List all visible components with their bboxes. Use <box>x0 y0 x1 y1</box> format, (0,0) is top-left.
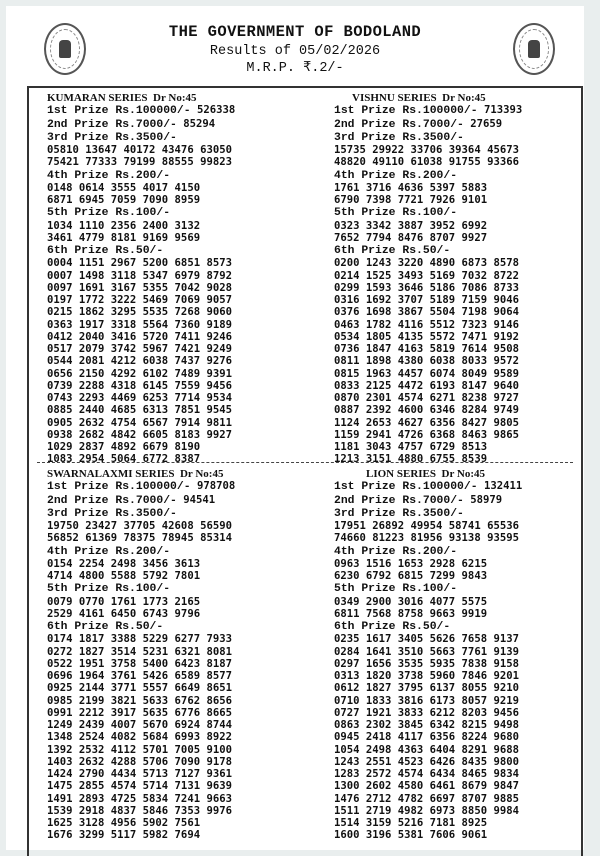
prize-label: 1st Prize Rs.100000/- <box>334 105 478 118</box>
winning-number: 94541 <box>183 493 216 506</box>
third-prize-numbers-row: 48820 49110 61038 91755 93366 <box>334 156 519 169</box>
third-prize-numbers-row: 74660 81223 81956 93138 93595 <box>334 532 519 545</box>
sixth-prize-numbers-row: 1029 2837 4892 6679 8190 <box>47 441 201 453</box>
sixth-prize-numbers-row: 0612 1827 3795 6137 8055 9210 <box>334 682 519 695</box>
sixth-prize-numbers-row: 1181 3043 4757 6729 8513 <box>334 441 488 453</box>
sixth-prize-heading <box>47 620 317 633</box>
sixth-prize-numbers-row: 1159 2941 4726 6368 8463 9865 <box>334 428 519 441</box>
prize-label: 1st Prize Rs.100000/- <box>334 481 478 494</box>
draw-number: Dr No:45 <box>441 468 485 480</box>
series-name: KUMARAN SERIES <box>47 92 148 104</box>
sixth-prize-numbers-row: 1243 2551 4523 6426 8435 9800 <box>334 755 519 768</box>
series-heading <box>334 468 600 480</box>
sixth-prize-numbers-row: 1476 2712 4782 6697 8707 9885 <box>334 792 519 805</box>
sixth-prize-numbers-row: 1392 2532 4112 5701 7005 9100 <box>47 743 232 756</box>
sixth-prize-numbers-row: 0870 2301 4574 6271 8238 9727 <box>334 392 519 404</box>
fifth-prize-numbers-row: 7652 7794 8476 8707 9927 <box>334 231 488 244</box>
sixth-prize-numbers-row: 0200 1243 3220 4890 6873 8578 <box>334 257 519 270</box>
sixth-prize-numbers-row: 1676 3299 5117 5982 7694 <box>47 829 201 842</box>
fifth-prize-numbers-row: 1034 1110 2356 2400 3132 <box>47 219 201 232</box>
draw-number: Dr No:45 <box>442 92 486 104</box>
sixth-prize-numbers-row: 1348 2524 4082 5684 6993 8922 <box>47 731 232 744</box>
sixth-prize-numbers-row: 0811 1898 4380 6038 8033 9572 <box>334 355 519 368</box>
prize-label: 1st Prize Rs.100000/- <box>47 481 191 494</box>
winning-number: 27659 <box>470 117 503 130</box>
sixth-prize-numbers-row: 0938 2682 4842 6605 8183 9927 <box>47 428 232 441</box>
second-prize <box>334 118 600 131</box>
fifth-prize-heading <box>334 206 600 219</box>
winning-number: 85294 <box>183 117 216 130</box>
sixth-prize-heading <box>334 620 600 633</box>
sixth-prize-numbers-row: 0174 1817 3388 5229 6277 7933 <box>47 633 232 646</box>
prize-label: 3rd Prize Rs.3500/- <box>47 507 177 520</box>
sixth-prize-numbers-row: 0534 1805 4135 5572 7471 9192 <box>334 330 519 343</box>
draw-number: Dr No:45 <box>179 468 224 480</box>
sixth-prize-numbers-row: 1300 2602 4580 6461 8679 9847 <box>334 780 519 793</box>
prize-label: 3rd Prize Rs.3500/- <box>334 131 464 144</box>
series-swarnalaxmi <box>47 468 317 842</box>
sixth-prize-numbers-row: 0316 1692 3707 5189 7159 9046 <box>334 294 519 306</box>
series-lion <box>334 468 600 842</box>
sixth-prize-numbers-row: 1124 2653 4627 6356 8427 9805 <box>334 416 519 429</box>
sixth-prize-numbers-row: 0863 2302 3845 6342 8215 9498 <box>334 719 519 731</box>
fourth-prize-heading <box>47 545 317 558</box>
fourth-prize-numbers-row: 0154 2254 2498 3456 3613 <box>47 557 201 570</box>
sixth-prize-numbers-row: 0284 1641 3510 5663 7761 9139 <box>334 645 519 658</box>
third-prize-numbers-row: 56852 61369 78375 78945 85314 <box>47 532 232 545</box>
second-prize <box>334 494 600 507</box>
prize-label: 4th Prize Rs.200/- <box>334 169 458 182</box>
sixth-prize-numbers-row: 0991 2212 3917 5635 6776 8665 <box>47 706 232 719</box>
prize-label: 6th Prize Rs.50/- <box>334 245 451 257</box>
series-name: SWARNALAXMI SERIES <box>47 468 175 480</box>
series-vishnu <box>334 92 600 466</box>
sixth-prize-numbers-row: 0727 1921 3833 6212 8203 9456 <box>334 706 519 719</box>
sixth-prize-numbers-row: 0656 2150 4292 6102 7489 9391 <box>47 367 232 380</box>
sixth-prize-numbers-row: 0743 2293 4469 6253 7714 9534 <box>47 392 232 404</box>
results-box <box>27 86 583 856</box>
fifth-prize-numbers-row: 2529 4161 6450 6743 9796 <box>47 607 201 620</box>
first-prize <box>334 480 600 493</box>
sixth-prize-numbers-row: 0517 2079 3742 5967 7421 9249 <box>47 343 232 355</box>
prize-label: 2nd Prize Rs.7000/- <box>334 118 464 131</box>
results-page <box>6 6 584 850</box>
sixth-prize-numbers-row: 0097 1691 3167 5355 7042 9028 <box>47 281 232 294</box>
third-prize-numbers-row: 05810 13647 40172 43476 63050 <box>47 144 232 156</box>
page-header <box>6 6 584 88</box>
prize-label: 1st Prize Rs.100000/- <box>47 105 191 118</box>
fourth-prize-numbers-row: 6790 7398 7721 7926 9101 <box>334 194 488 206</box>
series-kumaran <box>47 92 317 466</box>
third-prize-heading <box>47 131 317 144</box>
prize-label: 4th Prize Rs.200/- <box>334 545 458 558</box>
sixth-prize-numbers-row: 0710 1833 3816 6173 8057 9219 <box>334 694 519 707</box>
third-prize-numbers-row: 75421 77333 79199 88555 99823 <box>47 156 232 169</box>
winning-number: 526338 <box>196 104 236 117</box>
draw-number: Dr No:45 <box>153 92 197 104</box>
sixth-prize-numbers-row: 1283 2572 4574 6434 8465 9834 <box>334 768 519 780</box>
fourth-prize-heading <box>47 169 317 182</box>
prize-label: 2nd Prize Rs.7000/- <box>334 494 464 507</box>
sixth-prize-heading <box>334 244 600 257</box>
page-title: THE GOVERNMENT OF BODOLAND <box>168 23 422 41</box>
prize-label: 2nd Prize Rs.7000/- <box>47 118 177 131</box>
sixth-prize-numbers-row: 0004 1151 2967 5200 6851 8573 <box>47 257 232 270</box>
sixth-prize-numbers-row: 0297 1656 3535 5935 7838 9158 <box>334 657 519 670</box>
prize-label: 5th Prize Rs.100/- <box>334 207 458 220</box>
third-prize-numbers-row: 19750 23427 37705 42608 56590 <box>47 520 232 532</box>
sixth-prize-numbers-row: 1213 3151 4880 6755 8539 <box>334 453 488 466</box>
sixth-prize-numbers-row: 0544 2081 4212 6038 7437 9276 <box>47 355 232 368</box>
fourth-prize-heading <box>334 545 600 558</box>
sixth-prize-numbers-row: 1424 2790 4434 5713 7127 9361 <box>47 768 232 780</box>
sixth-prize-numbers-row: 0885 2440 4685 6313 7851 9545 <box>47 404 232 417</box>
prize-label: 6th Prize Rs.50/- <box>47 245 164 257</box>
fourth-prize-numbers-row: 0148 0614 3555 4017 4150 <box>47 181 201 194</box>
fifth-prize-numbers-row: 0079 0770 1761 1773 2165 <box>47 595 201 608</box>
fourth-prize-numbers-row: 1761 3716 4636 5397 5883 <box>334 181 488 194</box>
sixth-prize-numbers-row: 1625 3128 4956 5902 7561 <box>47 817 201 829</box>
fourth-prize-numbers-row: 4714 4800 5588 5792 7801 <box>47 570 201 582</box>
series-heading <box>47 468 317 480</box>
sixth-prize-numbers-row: 0299 1593 3646 5186 7086 8733 <box>334 281 519 294</box>
sixth-prize-numbers-row: 1249 2439 4007 5670 6924 8744 <box>47 719 232 731</box>
fifth-prize-heading <box>47 582 317 595</box>
sixth-prize-numbers-row: 1083 2954 5064 6772 8387 <box>47 453 201 466</box>
series-name: VISHNU SERIES <box>352 92 437 104</box>
second-prize <box>47 118 317 131</box>
fifth-prize-numbers-row: 6811 7568 8758 9663 9919 <box>334 607 488 620</box>
sixth-prize-numbers-row: 0463 1782 4116 5512 7323 9146 <box>334 318 519 331</box>
sixth-prize-numbers-row: 0833 2125 4472 6193 8147 9640 <box>334 379 519 392</box>
fourth-prize-numbers-row: 6871 6945 7059 7090 8959 <box>47 194 201 206</box>
sixth-prize-numbers-row: 0313 1820 3738 5960 7846 9201 <box>334 670 519 682</box>
fifth-prize-numbers-row: 0323 3342 3887 3952 6992 <box>334 219 488 232</box>
winning-number: 58979 <box>470 493 503 506</box>
prize-label: 4th Prize Rs.200/- <box>47 545 171 558</box>
sixth-prize-numbers-row: 1514 3159 5216 7181 8925 <box>334 817 488 829</box>
fourth-prize-heading <box>334 169 600 182</box>
prize-label: 3rd Prize Rs.3500/- <box>334 507 464 520</box>
series-name: LION SERIES <box>366 468 437 480</box>
sixth-prize-numbers-row: 0272 1827 3514 5231 6321 8081 <box>47 645 232 658</box>
prize-label: 2nd Prize Rs.7000/- <box>47 494 177 507</box>
fifth-prize-numbers-row: 0349 2900 3016 4077 5575 <box>334 595 488 608</box>
first-prize <box>334 104 600 117</box>
sixth-prize-numbers-row: 0945 2418 4117 6356 8224 9680 <box>334 731 519 744</box>
third-prize-numbers-row: 17951 26892 49954 58741 65536 <box>334 520 519 532</box>
sixth-prize-numbers-row: 0235 1617 3405 5626 7658 9137 <box>334 633 519 646</box>
sixth-prize-heading <box>47 244 317 257</box>
prize-label: 5th Prize Rs.100/- <box>47 583 171 596</box>
prize-label: 6th Prize Rs.50/- <box>47 621 164 633</box>
prize-label: 6th Prize Rs.50/- <box>334 621 451 633</box>
prize-label: 3rd Prize Rs.3500/- <box>47 131 177 144</box>
sixth-prize-numbers-row: 1054 2498 4363 6404 8291 9688 <box>334 743 519 756</box>
sixth-prize-numbers-row: 1539 2918 4837 5846 7353 9976 <box>47 804 232 817</box>
fifth-prize-heading <box>334 582 600 595</box>
sixth-prize-numbers-row: 0985 2199 3821 5633 6762 8656 <box>47 694 232 707</box>
third-prize-heading <box>334 507 600 520</box>
third-prize-heading <box>334 131 600 144</box>
sixth-prize-numbers-row: 0887 2392 4600 6346 8284 9749 <box>334 404 519 417</box>
sixth-prize-numbers-row: 0696 1964 3761 5426 6589 8577 <box>47 670 232 682</box>
fourth-prize-numbers-row: 0963 1516 1653 2928 6215 <box>334 557 488 570</box>
results-date: Results of 05/02/2026 <box>209 44 381 59</box>
fifth-prize-heading <box>47 206 317 219</box>
sixth-prize-numbers-row: 1511 2719 4982 6973 8850 9984 <box>334 804 519 817</box>
fourth-prize-numbers-row: 6230 6792 6815 7299 9843 <box>334 570 488 582</box>
sixth-prize-numbers-row: 0739 2288 4318 6145 7559 9456 <box>47 379 232 392</box>
sixth-prize-numbers-row: 0197 1772 3222 5469 7069 9057 <box>47 294 232 306</box>
sixth-prize-numbers-row: 0215 1862 3295 5535 7268 9060 <box>47 306 232 319</box>
sixth-prize-numbers-row: 0522 1951 3758 5400 6423 8187 <box>47 657 232 670</box>
first-prize <box>47 104 317 117</box>
prize-label: 5th Prize Rs.100/- <box>334 583 458 596</box>
winning-number: 978708 <box>196 480 236 493</box>
fifth-prize-numbers-row: 3461 4779 8181 9169 9569 <box>47 231 201 244</box>
sixth-prize-numbers-row: 1403 2632 4288 5706 7090 9178 <box>47 755 232 768</box>
sixth-prize-numbers-row: 0925 2144 3771 5557 6649 8651 <box>47 682 232 695</box>
winning-number: 132411 <box>483 480 523 493</box>
second-prize <box>47 494 317 507</box>
sixth-prize-numbers-row: 0363 1917 3318 5564 7360 9189 <box>47 318 232 331</box>
sixth-prize-numbers-row: 0007 1498 3118 5347 6979 8792 <box>47 269 232 282</box>
sixth-prize-numbers-row: 0376 1698 3867 5504 7198 9064 <box>334 306 519 319</box>
sixth-prize-numbers-row: 0214 1525 3493 5169 7032 8722 <box>334 269 519 282</box>
prize-label: 4th Prize Rs.200/- <box>47 169 171 182</box>
mrp-price: M.R.P. ₹.2/- <box>246 61 344 76</box>
sixth-prize-numbers-row: 1600 3196 5381 7606 9061 <box>334 829 488 842</box>
sixth-prize-numbers-row: 0736 1847 4163 5819 7614 9508 <box>334 343 519 355</box>
series-heading <box>47 92 317 104</box>
third-prize-heading <box>47 507 317 520</box>
sixth-prize-numbers-row: 1475 2855 4574 5714 7131 9639 <box>47 780 232 793</box>
sixth-prize-numbers-row: 0905 2632 4754 6567 7914 9811 <box>47 416 232 429</box>
series-heading <box>334 92 600 104</box>
title-block <box>6 24 584 76</box>
prize-label: 5th Prize Rs.100/- <box>47 207 171 220</box>
sixth-prize-numbers-row: 1491 2893 4725 5834 7241 9663 <box>47 792 232 805</box>
third-prize-numbers-row: 15735 29922 33706 39364 45673 <box>334 144 519 156</box>
first-prize <box>47 480 317 493</box>
sixth-prize-numbers-row: 0412 2040 3416 5720 7411 9246 <box>47 330 232 343</box>
winning-number: 713393 <box>483 104 523 117</box>
sixth-prize-numbers-row: 0815 1963 4457 6074 8049 9589 <box>334 367 519 380</box>
